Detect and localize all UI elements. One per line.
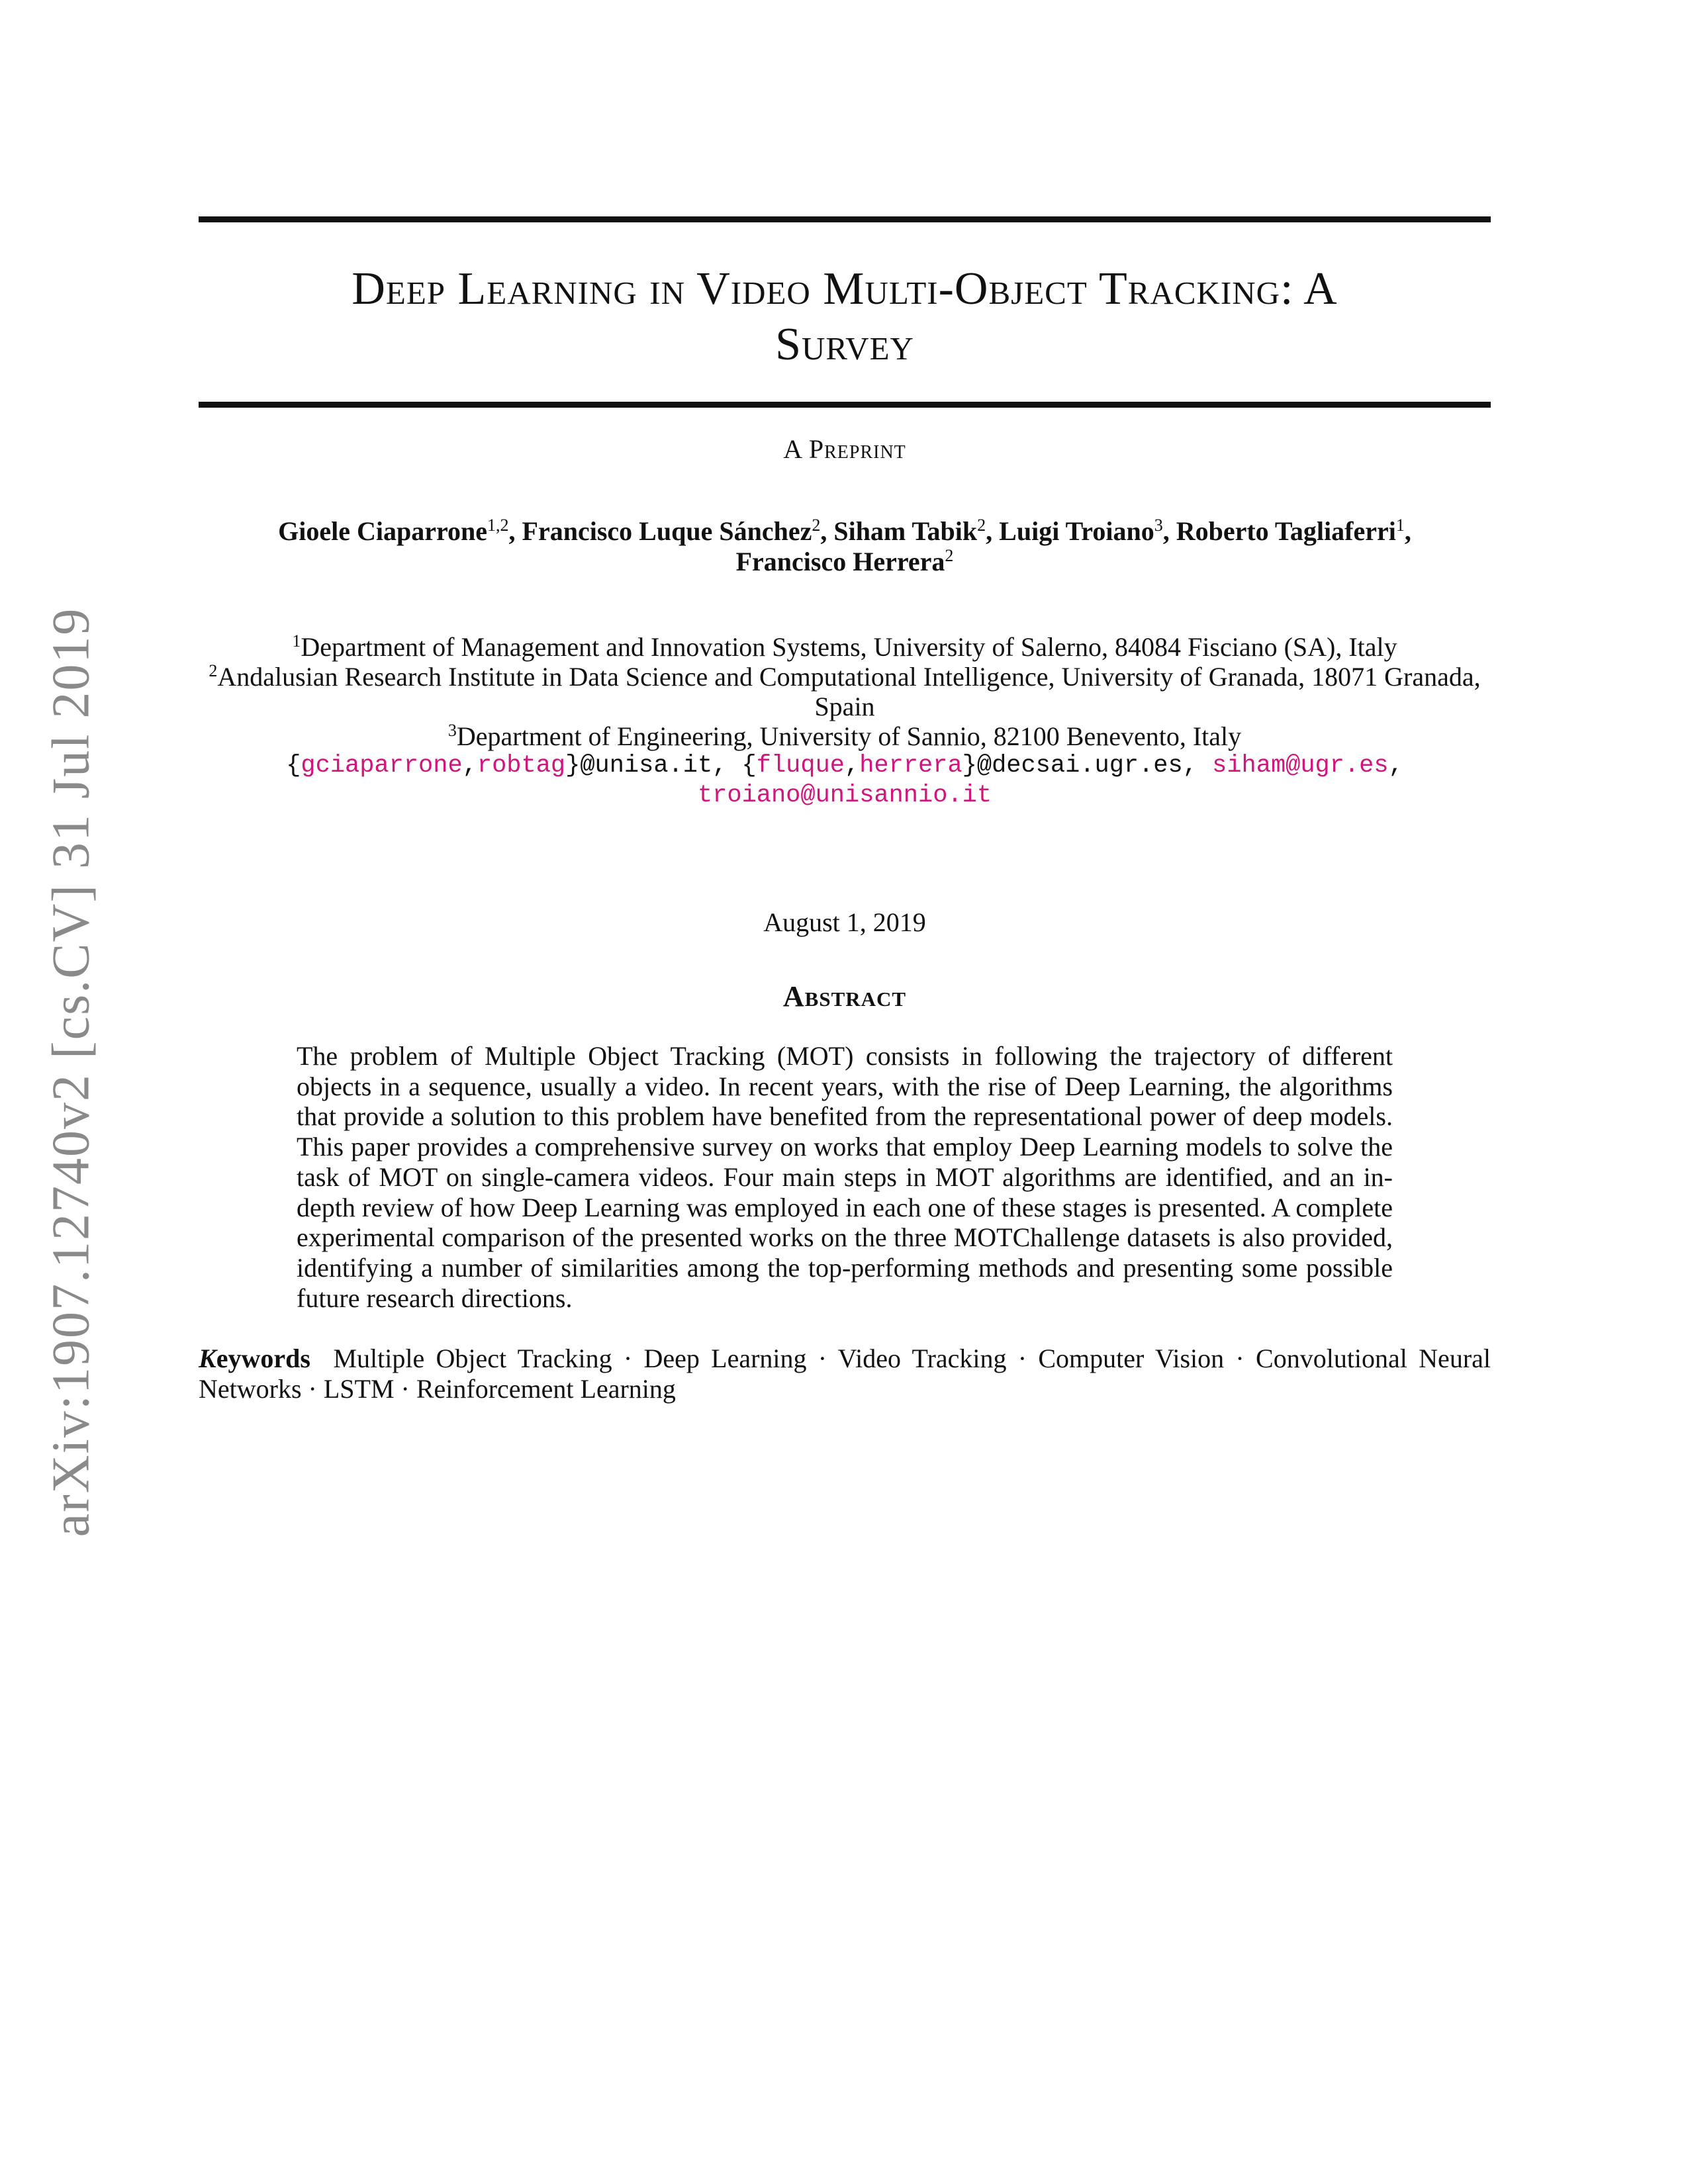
affiliation-mark: 3	[447, 721, 457, 740]
preprint-label: A Preprint	[783, 434, 906, 464]
author-separator: ,	[986, 516, 1000, 546]
paper-title	[199, 261, 1491, 373]
author-separator: ,	[508, 516, 522, 546]
abstract-text: The problem of Multiple Object Tracking (MOT) consists in following the trajectory of different objects in a sequence, usually a video. In recent years, with the rise of Deep Learning, the algorithms that provide a solution to this problem have benefited from the representational power of deep models. This paper provides a comprehensive survey on works that employ Deep Learning models to solve the task of MOT on single-camera videos. Four main steps in MOT algorithms are identified, and an in-depth review of how Deep Learning was employed in each one of these stages is presented. A complete experimental comparison of the presented works on the three MOTChallenge datasets is also provided, identifying a number of similarities among the top-performing methods and presenting some possible future research directions.	[297, 1041, 1393, 1313]
author-affiliation-mark: 2	[977, 516, 986, 535]
author-affiliation-mark: 2	[945, 546, 954, 565]
author-affiliation-mark: 1	[1395, 516, 1405, 535]
author-affiliation-mark: 2	[812, 516, 821, 535]
paper-title-line-2: Survey	[775, 319, 914, 370]
email-link-gciaparrone[interactable]: gciaparrone	[301, 752, 463, 780]
email-brace: {	[286, 752, 301, 780]
author-separator: ,	[820, 516, 834, 546]
title-top-rule	[199, 216, 1491, 222]
email-comma: ,	[462, 752, 477, 780]
affiliation-line	[199, 692, 1491, 721]
keywords-label	[199, 1343, 310, 1373]
affiliation-line	[199, 721, 1491, 751]
affiliation-text: Spain	[814, 692, 875, 721]
author-affiliation-mark: 1,2	[487, 516, 509, 535]
keywords-section	[199, 1343, 1491, 1404]
author-affiliation-mark: 3	[1154, 516, 1163, 535]
affiliation-mark: 1	[292, 631, 301, 651]
email-comma: ,	[845, 752, 860, 780]
affiliations	[199, 632, 1491, 811]
email-link-troiano[interactable]: troiano@unisannio.it	[697, 782, 992, 809]
email-link-robtag[interactable]: robtag	[477, 752, 566, 780]
publication-date: August 1, 2019	[763, 907, 926, 937]
keywords-label-initial: K	[199, 1343, 216, 1373]
author-separator: ,	[1404, 516, 1411, 546]
author-name: Siham Tabik	[833, 516, 978, 546]
email-line	[199, 781, 1491, 811]
affiliation-text: Andalusian Research Institute in Data Science and Computational Intelligence, University of Granada, 18071 Granada,	[217, 662, 1481, 692]
email-domain: }@unisa.it, {	[565, 752, 757, 780]
email-link-herrera[interactable]: herrera	[859, 752, 962, 780]
email-line	[199, 751, 1491, 781]
author-name: Francisco Herrera	[735, 547, 945, 576]
author-name: Francisco Luque Sánchez	[522, 516, 812, 546]
title-bottom-rule	[199, 402, 1491, 408]
affiliation-text: Department of Management and Innovation Systems, University of Salerno, 84084 Fisciano (SA), Italy	[301, 632, 1397, 662]
email-link-fluque[interactable]: fluque	[756, 752, 845, 780]
arxiv-identifier-stamp: arXiv:1907.12740v2 [cs.CV] 31 Jul 2019	[42, 607, 101, 1537]
author-list	[199, 516, 1491, 577]
keywords-label-rest: eywords	[216, 1343, 310, 1373]
email-link-siham[interactable]: siham@ugr.es	[1212, 752, 1389, 780]
author-name: Luigi Troiano	[999, 516, 1154, 546]
author-name: Roberto Tagliaferri	[1176, 516, 1396, 546]
affiliation-line	[199, 632, 1491, 662]
affiliation-mark: 2	[209, 661, 218, 680]
affiliation-line	[199, 662, 1491, 692]
author-separator: ,	[1162, 516, 1176, 546]
email-domain: }@decsai.ugr.es,	[962, 752, 1213, 780]
affiliation-text: Department of Engineering, University of Sannio, 82100 Benevento, Italy	[456, 721, 1242, 751]
email-comma: ,	[1388, 752, 1403, 780]
abstract-heading: Abstract	[782, 980, 907, 1013]
paper-title-line-1: Deep Learning in Video Multi-Object Tracking: A	[352, 263, 1338, 314]
author-name: Gioele Ciaparrone	[278, 516, 488, 546]
keywords-text: Multiple Object Tracking · Deep Learning · Video Tracking · Computer Vision · Convolutional Neural Networks · LSTM · Reinforcement Learning	[199, 1343, 1491, 1404]
